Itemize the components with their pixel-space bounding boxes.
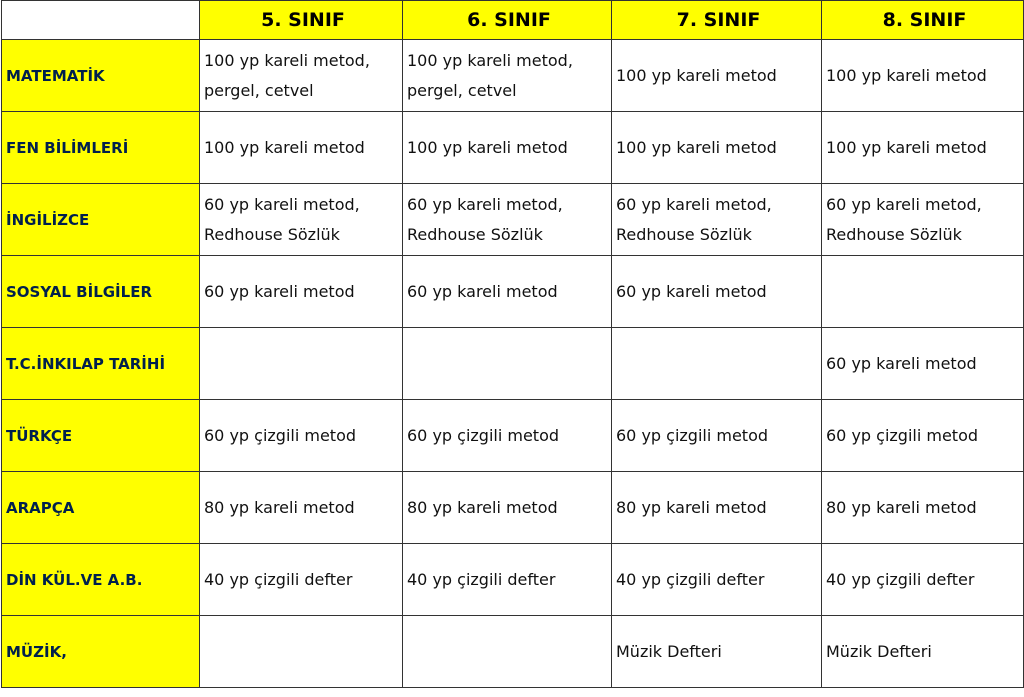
supply-cell: 80 yp kareli metod <box>403 472 612 544</box>
supply-cell: 100 yp kareli metod, pergel, cetvel <box>200 40 403 112</box>
supply-cell: 80 yp kareli metod <box>200 472 403 544</box>
supply-cell: 100 yp kareli metod <box>200 112 403 184</box>
supply-cell: 40 yp çizgili defter <box>200 544 403 616</box>
supply-cell: 60 yp kareli metod <box>200 256 403 328</box>
subject-label: İNGİLİZCE <box>2 184 200 256</box>
supply-cell: 100 yp kareli metod, pergel, cetvel <box>403 40 612 112</box>
subject-label: T.C.İNKILAP TARİHİ <box>2 328 200 400</box>
grade-header: 7. SINIF <box>612 1 822 40</box>
header-row <box>2 1 1024 40</box>
table-row <box>2 40 1024 112</box>
supply-cell <box>200 616 403 688</box>
subject-label: FEN BİLİMLERİ <box>2 112 200 184</box>
table-row <box>2 400 1024 472</box>
supply-cell: 60 yp çizgili metod <box>822 400 1024 472</box>
table-row <box>2 112 1024 184</box>
supply-cell: 100 yp kareli metod <box>403 112 612 184</box>
supply-cell: 100 yp kareli metod <box>822 40 1024 112</box>
grade-header: 5. SINIF <box>200 1 403 40</box>
table-row <box>2 184 1024 256</box>
supply-cell: Müzik Defteri <box>822 616 1024 688</box>
supply-cell: 60 yp kareli metod <box>612 256 822 328</box>
supply-cell <box>200 328 403 400</box>
supply-cell: Müzik Defteri <box>612 616 822 688</box>
supply-cell <box>612 328 822 400</box>
table-row <box>2 256 1024 328</box>
table-row <box>2 328 1024 400</box>
subject-label: ARAPÇA <box>2 472 200 544</box>
supply-cell: 100 yp kareli metod <box>612 40 822 112</box>
subject-label: MATEMATİK <box>2 40 200 112</box>
supply-cell: 60 yp kareli metod, Redhouse Sözlük <box>200 184 403 256</box>
supply-cell: 60 yp kareli metod <box>403 256 612 328</box>
subject-label: SOSYAL BİLGİLER <box>2 256 200 328</box>
table-row <box>2 472 1024 544</box>
supply-cell <box>822 256 1024 328</box>
supplies-table <box>1 0 1024 688</box>
table-row <box>2 544 1024 616</box>
corner-cell <box>2 1 200 40</box>
supply-cell: 100 yp kareli metod <box>822 112 1024 184</box>
table-row <box>2 616 1024 688</box>
supply-cell: 80 yp kareli metod <box>612 472 822 544</box>
supply-cell: 60 yp kareli metod, Redhouse Sözlük <box>612 184 822 256</box>
supply-cell: 60 yp çizgili metod <box>200 400 403 472</box>
supply-cell: 40 yp çizgili defter <box>612 544 822 616</box>
supply-cell <box>403 328 612 400</box>
supply-cell: 60 yp çizgili metod <box>612 400 822 472</box>
subject-label: TÜRKÇE <box>2 400 200 472</box>
subject-label: DİN KÜL.VE A.B. <box>2 544 200 616</box>
grade-header: 8. SINIF <box>822 1 1024 40</box>
supply-cell: 60 yp kareli metod, Redhouse Sözlük <box>403 184 612 256</box>
supply-cell: 60 yp kareli metod, Redhouse Sözlük <box>822 184 1024 256</box>
supply-cell <box>403 616 612 688</box>
supply-cell: 40 yp çizgili defter <box>403 544 612 616</box>
supply-cell: 40 yp çizgili defter <box>822 544 1024 616</box>
supply-cell: 100 yp kareli metod <box>612 112 822 184</box>
supply-cell: 60 yp kareli metod <box>822 328 1024 400</box>
supply-cell: 60 yp çizgili metod <box>403 400 612 472</box>
subject-label: MÜZİK, <box>2 616 200 688</box>
supply-cell: 80 yp kareli metod <box>822 472 1024 544</box>
grade-header: 6. SINIF <box>403 1 612 40</box>
